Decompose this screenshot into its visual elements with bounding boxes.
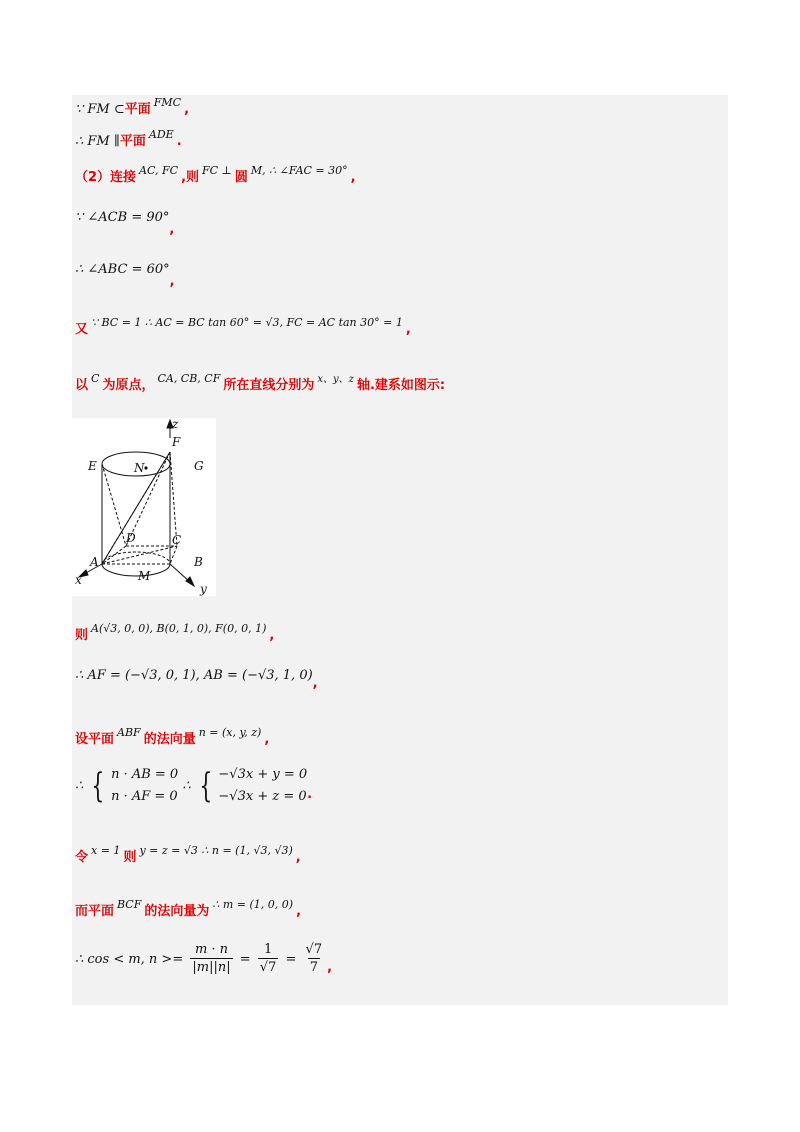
math-text: AC, FC <box>139 164 179 177</box>
cylinder-diagram <box>72 418 216 596</box>
red-text: 所在直线分别为 <box>223 378 315 393</box>
numerator: 1 <box>263 942 273 957</box>
math-text: = <box>239 952 251 967</box>
red-text: 平面 <box>119 134 146 149</box>
red-text: 圆 <box>234 170 248 185</box>
label-d: D <box>126 531 136 545</box>
label-n: N <box>134 461 145 475</box>
math-text: ∴ FM ∥ <box>75 134 120 149</box>
math-text: BCF <box>117 898 142 911</box>
label-y: y <box>200 582 207 596</box>
denominator: |m||n| <box>192 960 231 975</box>
label-c: C <box>172 533 182 547</box>
red-text: 的法向量 <box>143 732 196 747</box>
punct: , <box>169 222 175 237</box>
equation-system-2: { −√3x + y = 0 −√3x + z = 0 <box>199 766 308 806</box>
math-text: ∴ cos < m, n >= <box>75 952 184 967</box>
math-text: x、y、z <box>317 374 354 385</box>
math-text: ∴ <box>182 778 191 794</box>
label-z: z <box>172 418 179 431</box>
punct: , <box>312 676 318 691</box>
red-text: 设平面 <box>75 732 115 747</box>
fraction-2 <box>258 942 279 977</box>
cylinder-figure <box>72 418 216 596</box>
math-text: ∴ <box>75 778 84 794</box>
punct: , <box>264 732 270 747</box>
label-f: F <box>172 435 181 449</box>
punct: , <box>269 628 275 643</box>
line-2 <box>75 130 182 149</box>
math-text: = <box>285 952 297 967</box>
center-point-n <box>144 466 147 469</box>
punct: . <box>176 134 182 149</box>
line-9 <box>75 668 318 691</box>
line-13 <box>75 900 301 919</box>
numerator: m · n <box>194 942 229 957</box>
math-text: ∵ BC = 1 ∴ AC = BC tan 60° = √3, FC = AC tan 30° = 1 <box>91 316 403 329</box>
punct: . <box>307 786 313 802</box>
red-text: 而平面 <box>75 904 115 919</box>
line-7 <box>75 374 445 393</box>
equation-row: n · AB = 0 <box>111 767 179 782</box>
label-e: E <box>88 459 97 473</box>
math-text: ∴ m = (1, 0, 0) <box>212 898 294 911</box>
line-10 <box>75 728 269 747</box>
line-12 <box>75 846 301 865</box>
equation-row: −√3x + y = 0 <box>218 767 308 782</box>
line-6 <box>75 318 411 337</box>
math-text: FMC <box>153 96 182 109</box>
denominator: √7 <box>259 960 277 975</box>
red-text: 又 <box>75 322 89 337</box>
math-text: C <box>91 372 100 385</box>
punct: , <box>296 904 302 919</box>
math-text: ∴ AF = (−√3, 0, 1), AB = (−√3, 1, 0) <box>75 668 313 683</box>
red-text: （2）连接 <box>75 170 137 185</box>
math-text: y = z = √3 ∴ n = (1, √3, √3) <box>139 844 293 857</box>
label-b: B <box>194 555 203 569</box>
red-text: 的法向量为 <box>144 904 210 919</box>
punct: , <box>350 170 356 185</box>
label-m: M <box>138 569 151 583</box>
red-text: 则 <box>75 628 89 643</box>
punct: , <box>295 850 301 865</box>
red-text: 为原点， <box>102 378 155 393</box>
math-text: ABF <box>117 726 141 739</box>
math-text: n = (x, y, z) <box>198 726 262 739</box>
line-5 <box>75 262 175 289</box>
math-text: x = 1 <box>91 844 121 857</box>
equation-system-1: { n · AB = 0 n · AF = 0 <box>91 766 179 806</box>
math-text: FC ⊥ <box>202 164 232 177</box>
math-text: ∴ ∠ABC = 60° <box>75 262 170 277</box>
label-x: x <box>75 573 82 587</box>
equation-row: −√3x + z = 0 <box>218 789 307 804</box>
math-text: M, ∴ ∠FAC = 30° <box>250 164 348 177</box>
fraction-1 <box>190 942 232 977</box>
red-text: 平面 <box>124 102 151 117</box>
label-a: A <box>90 555 99 569</box>
punct: , <box>169 274 175 289</box>
punct: , <box>405 322 411 337</box>
math-text: CA, CB, CF <box>157 372 221 385</box>
line-1 <box>75 98 189 117</box>
red-text: 以 <box>75 378 89 393</box>
line-14 <box>75 942 332 977</box>
line-8 <box>75 624 274 643</box>
punct: , <box>327 960 333 975</box>
equation-row: n · AF = 0 <box>111 789 178 804</box>
red-text: 则 <box>123 850 137 865</box>
line-11 <box>75 764 312 808</box>
label-g: G <box>194 459 204 473</box>
math-text: ADE <box>148 128 174 141</box>
red-text: 轴.建系如图示: <box>356 378 446 393</box>
red-text: ,则 <box>181 170 200 185</box>
math-text: ∵ ∠ACB = 90° <box>75 210 170 225</box>
fraction-3 <box>304 942 325 977</box>
red-text: 令 <box>75 850 89 865</box>
line-3 <box>75 166 356 185</box>
denominator: 7 <box>309 960 318 975</box>
math-text: A(√3, 0, 0), B(0, 1, 0), F(0, 0, 1) <box>91 622 267 635</box>
numerator: √7 <box>305 942 323 957</box>
math-text: ∵ FM ⊂ <box>75 102 125 117</box>
line-4 <box>75 210 175 237</box>
punct: , <box>184 102 190 117</box>
